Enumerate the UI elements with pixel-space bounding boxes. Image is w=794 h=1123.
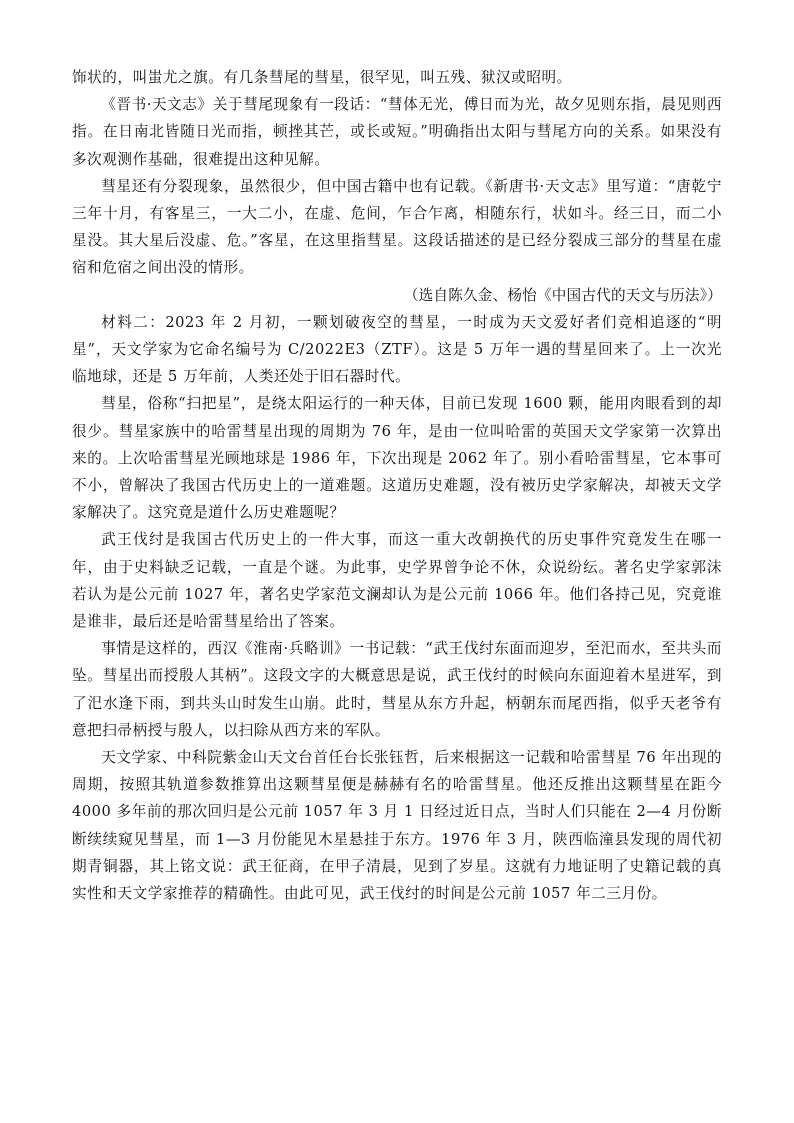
paragraph-jinshu-comet-tail: 《晋书·天文志》关于彗尾现象有一段话：“彗体无光，傅日而为光，故夕见则东指，晨见则西指。在日南北皆随日光而指，顿挫其芒，或长或短。”明确指出太阳与彗尾方向的关系。如果没有多次观测作基础，很难提出这种见解。 xyxy=(72,96,722,168)
paragraph-zhang-yuzhe-calculation: 天文学家、中科院紫金山天文台首任台长张钰哲，后来根据这一记载和哈雷彗星 76 年出现的周期，按照其轨道参数推算出这颗彗星便是赫赫有名的哈雷彗星。他还反推出这颗彗星在距今 4000 多年前的那次回归是公元前 1057 年 3 月 1 日经过近日点，当时人们只能在 2—4 月份断断续续窥见彗星，而 1—3 月份能见木星悬挂于东方。1976 年 3 月，陕西临潼县发现的周代初期青铜器，其上铭文说：武王征商，在甲子清晨，见到了岁星。这就有力地证明了史籍记载的真实性和天文学家推荐的精确性。由此可见，武王伐纣的时间是公元前 1057 年二三月份。 xyxy=(72,749,722,903)
paragraph-comet-split: 彗星还有分裂现象，虽然很少，但中国古籍中也有记载。《新唐书·天文志》里写道：“唐乾宁三年十月，有客星三，一大二小，在虚、危间，乍合乍离，相随东行，状如斗。经三日，而二小星没。其大星后没虚、危。”客星，在这里指彗星。这段话描述的是已经分裂成三部分的彗星在虚宿和危宿之间出没的情形。 xyxy=(72,177,722,277)
paragraph-wuwang-debate: 武王伐纣是我国古代历史上的一件大事，而这一重大改朝换代的历史事件究竟发生在哪一年，由于史料缺乏记载，一直是个谜。为此事，史学界曾争论不休，众说纷纭。著名史学家郭沫若认为是公元前 1027 年，著名史学家范文澜却认为是公元前 1066 年。他们各持己见，究竟谁是谁非，最后还是哈雷彗星给出了答案。 xyxy=(72,531,722,631)
paragraph-material-two: 材料二：2023 年 2 月初，一颗划破夜空的彗星，一时成为天文爱好者们竞相追逐的“明星”，天文学家为它命名编号为 C/2022E3（ZTF）。这是 5 万年一遇的彗星回来了。上一次光临地球，还是 5 万年前，人类还处于旧石器时代。 xyxy=(72,313,722,386)
paragraph-comet-tail-types: 饰状的，叫蚩尤之旗。有几条彗尾的彗星，很罕见，叫五残、狱汉或昭明。 xyxy=(72,69,572,86)
document-page xyxy=(72,64,722,907)
source-citation: （选自陈久金、杨怡《中国古代的天文与历法》） xyxy=(403,286,722,304)
paragraph-halley-comet: 彗星，俗称“扫把星”，是绕太阳运行的一种天体，目前已发现 1600 颗，能用肉眼看到的却很少。彗星家族中的哈雷彗星出现的周期为 76 年，是由一位叫哈雷的英国天文学家第一次算出来的。上次哈雷彗星光顾地球是 1986 年，下次出现是 2062 年了。别小看哈雷彗星，它本事可不小，曾解决了我国古代历史上的一道难题。这道历史难题，没有被历史学家解决，却被天文学家解决了。这究竟是道什么历史难题呢？ xyxy=(72,395,722,522)
paragraph-huainan-record: 事情是这样的，西汉《淮南·兵略训》一书记载：“武王伐纣东面而迎岁，至汜而水，至共头而坠。彗星出而授殷人其柄”。这段文字的大概意思是说，武王伐纣的时候向东面迎着木星进军，到了汜水逢下雨，到共头山时发生山崩。此时，彗星从东方升起，柄朝东而尾西指，似乎天老爷有意把扫帚柄授与殷人，以扫除从西方来的军队。 xyxy=(72,640,722,739)
